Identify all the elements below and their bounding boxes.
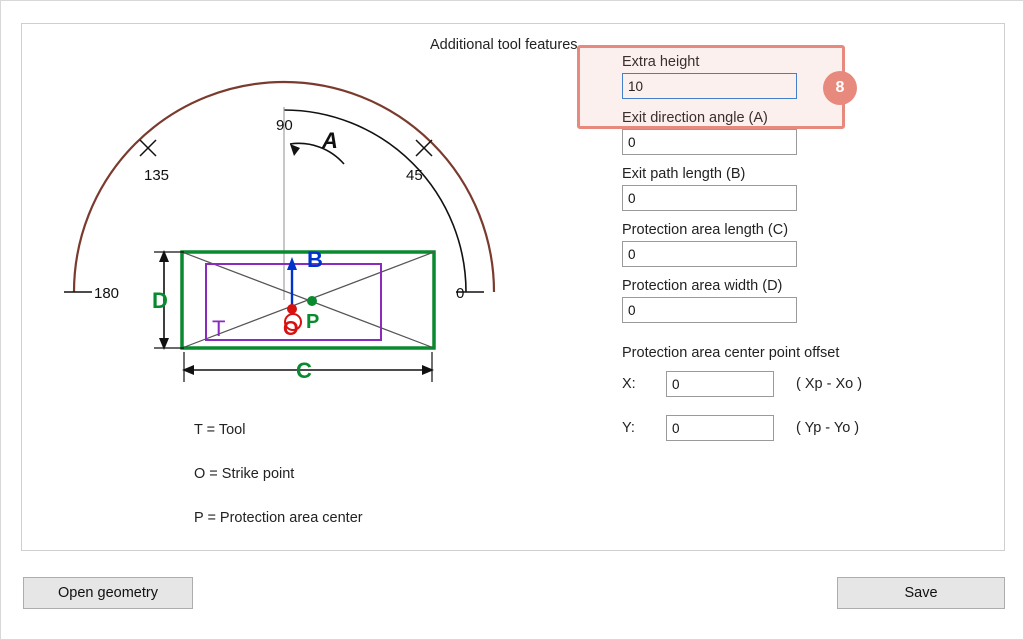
label-protection-area-length: Protection area length (C) <box>622 222 789 238</box>
offset-y-input[interactable] <box>666 415 774 441</box>
label-offset-x: X: <box>622 376 636 392</box>
field-extra-height <box>622 54 1002 99</box>
svg-text:0: 0 <box>456 285 465 302</box>
annotation-step-badge: 8 <box>823 71 857 105</box>
field-exit-path-length <box>622 166 1002 211</box>
svg-text:D: D <box>152 288 168 313</box>
legend-item-protection-center: P = Protection area center <box>194 510 363 526</box>
protection-area-width-input[interactable] <box>622 297 797 323</box>
field-exit-direction-angle <box>622 110 1002 155</box>
offset-x-input[interactable] <box>666 371 774 397</box>
tool-feature-form <box>622 54 1002 459</box>
field-protection-area-length <box>622 222 1002 267</box>
legend-item-strike-point: O = Strike point <box>194 466 295 482</box>
svg-text:O: O <box>283 318 299 340</box>
label-offset-y: Y: <box>622 420 635 436</box>
suffix-offset-y: ( Yp - Yo ) <box>796 420 860 436</box>
exit-path-length-input[interactable] <box>622 185 797 211</box>
offset-row-y <box>622 415 1002 441</box>
legend-item-tool: T = Tool <box>194 422 246 438</box>
open-geometry-button[interactable]: Open geometry <box>23 577 193 609</box>
group-title: Additional tool features <box>422 37 586 53</box>
label-extra-height: Extra height <box>622 54 700 70</box>
svg-text:135: 135 <box>144 167 170 184</box>
suffix-offset-x: ( Xp - Xo ) <box>796 376 863 392</box>
label-exit-direction-angle: Exit direction angle (A) <box>622 110 768 126</box>
diagram-legend <box>194 422 594 554</box>
svg-text:P: P <box>306 311 320 333</box>
protection-area-length-input[interactable] <box>622 241 797 267</box>
svg-text:A: A <box>322 128 338 153</box>
svg-text:B: B <box>307 247 323 272</box>
protection-center-offset-title: Protection area center point offset <box>622 345 840 361</box>
extra-height-input[interactable] <box>622 73 797 99</box>
svg-text:T: T <box>212 316 226 341</box>
label-protection-area-width: Protection area width (D) <box>622 278 783 294</box>
save-button[interactable]: Save <box>837 577 1005 609</box>
diagram-svg <box>44 52 604 412</box>
svg-text:C: C <box>296 358 312 383</box>
offset-row-x <box>622 371 1002 397</box>
svg-text:45: 45 <box>406 167 423 184</box>
exit-direction-angle-input[interactable] <box>622 129 797 155</box>
tool-geometry-diagram <box>44 52 604 542</box>
additional-tool-features-group <box>21 23 1005 551</box>
label-exit-path-length: Exit path length (B) <box>622 166 746 182</box>
svg-text:90: 90 <box>276 117 293 134</box>
svg-text:180: 180 <box>94 285 120 302</box>
field-protection-area-width <box>622 278 1002 323</box>
